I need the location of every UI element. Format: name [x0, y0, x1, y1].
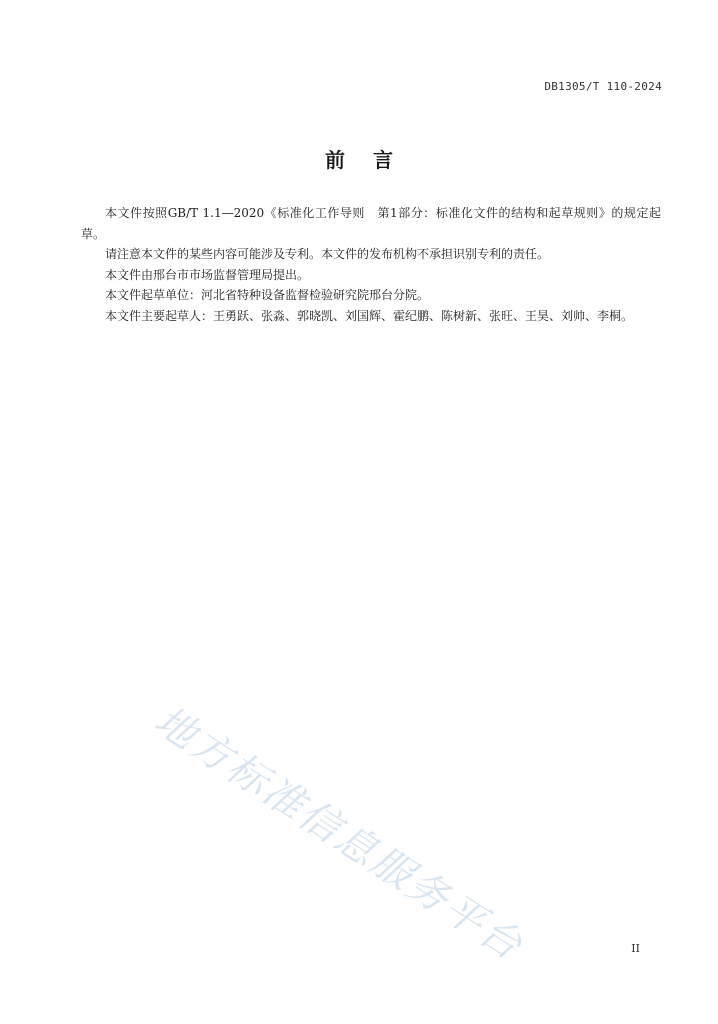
- page-title: 前言: [325, 148, 421, 172]
- page-number: II: [631, 942, 640, 955]
- watermark: 地方标准信息服务平台: [146, 697, 532, 971]
- paragraph-drafting-rules: 本文件按照GB/T 1.1—2020《标准化工作导则 第1部分：标准化文件的结构和起草规则》的规定起草。: [81, 206, 661, 241]
- paragraph-proposer: 本文件由邢台市市场监督管理局提出。: [105, 267, 310, 282]
- paragraph-drafting-unit: 本文件起草单位：河北省特种设备监督检验研究院邢台分院。: [105, 288, 430, 302]
- paragraph-patent-notice: 请注意本文件的某些内容可能涉及专利。本文件的发布机构不承担识别专利的责任。: [105, 247, 550, 261]
- foreword-body: [81, 203, 661, 326]
- paragraph-drafters: 本文件主要起草人：王勇跃、张淼、郭晓凯、刘国辉、霍纪鹏、陈树新、张旺、王昊、刘帅、李桐。: [105, 308, 634, 323]
- document-code: DB1305/T 110-2024: [544, 80, 662, 93]
